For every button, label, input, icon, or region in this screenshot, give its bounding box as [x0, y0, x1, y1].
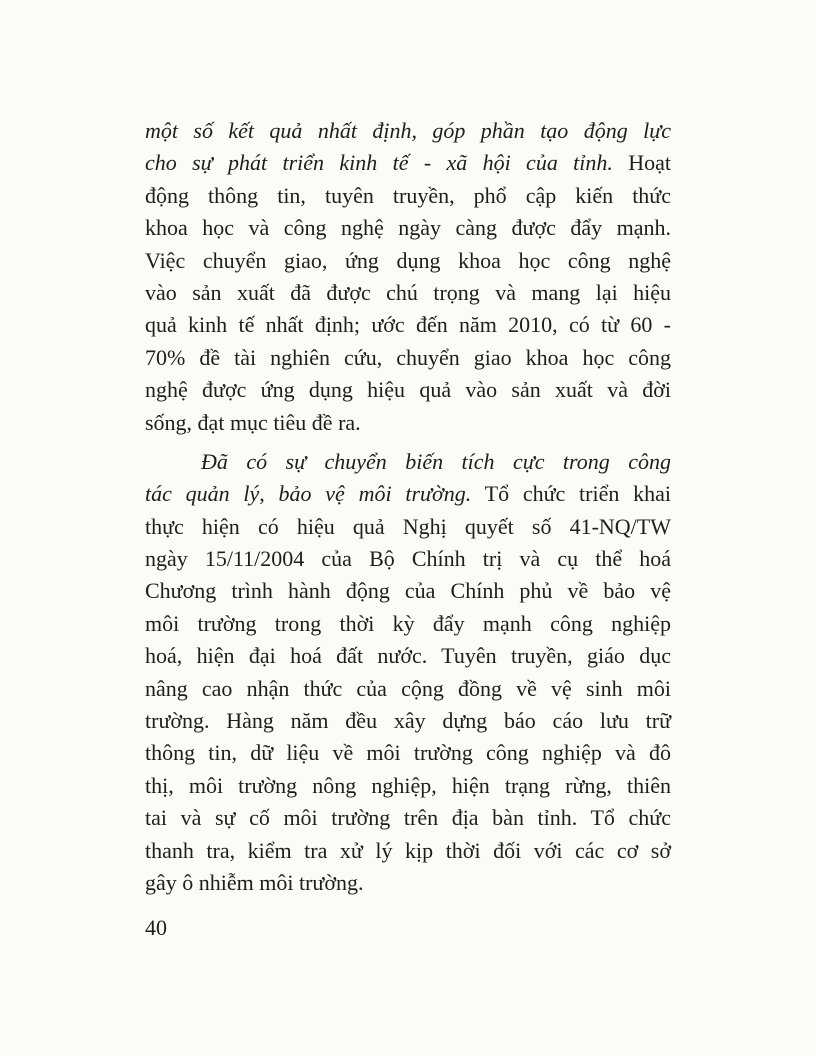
body-text: tai và sự cố môi trường trên địa bàn tỉnh. Tổ chức	[145, 805, 671, 831]
italic-text: Đã có sự chuyển biến tích cực trong công	[201, 448, 671, 474]
text-line	[145, 212, 671, 244]
text-line	[145, 737, 671, 769]
body-text: vào sản xuất đã được chú trọng và mang lại hiệu	[145, 279, 671, 305]
text-line	[145, 608, 671, 640]
text-line	[145, 640, 671, 672]
page-number: 40	[145, 915, 167, 940]
text-line	[145, 245, 671, 277]
text-line	[145, 342, 671, 374]
body-text: Việc chuyển giao, ứng dụng khoa học công nghệ	[145, 247, 671, 273]
text-line	[145, 374, 671, 406]
page-body	[145, 115, 671, 906]
body-text: trường. Hàng năm đều xây dựng báo cáo lưu trữ	[145, 708, 671, 734]
paragraph	[145, 115, 671, 439]
text-line	[145, 835, 671, 867]
body-text: ngày 15/11/2004 của Bộ Chính trị và cụ thể hoá	[145, 546, 671, 572]
italic-text: một số kết quả nhất định, góp phần tạo động lực	[145, 118, 671, 143]
body-text: thực hiện có hiệu quả Nghị quyết số 41-NQ/TW	[145, 513, 671, 539]
body-text: gây ô nhiễm môi trường.	[145, 869, 364, 895]
body-text: hoá, hiện đại hoá đất nước. Tuyên truyền, giáo dục	[145, 643, 671, 669]
body-text: Hoạt	[612, 150, 672, 176]
body-text: thị, môi trường nông nghiệp, hiện trạng rừng, thiên	[145, 772, 671, 798]
body-text: Chương trình hành động của Chính phủ về bảo vệ	[145, 578, 671, 604]
body-text: động thông tin, tuyên truyền, phổ cập kiến thức	[145, 182, 671, 208]
body-text: thông tin, dữ liệu về môi trường công nghiệp và đô	[145, 740, 671, 766]
body-text: nâng cao nhận thức của cộng đồng về vệ sinh môi	[145, 675, 671, 701]
text-line	[145, 446, 671, 478]
text-line	[145, 543, 671, 575]
text-line	[145, 277, 671, 309]
text-line	[145, 180, 671, 212]
text-line	[145, 147, 671, 179]
body-text: thanh tra, kiểm tra xử lý kịp thời đối với các cơ sở	[145, 837, 671, 863]
body-text: khoa học và công nghệ ngày càng được đẩy mạnh.	[145, 215, 671, 241]
italic-text: tác quản lý, bảo vệ môi trường.	[145, 481, 472, 507]
text-line	[145, 478, 671, 510]
body-text: 70% đề tài nghiên cứu, chuyển giao khoa học công	[145, 344, 671, 370]
paragraph	[145, 446, 671, 899]
italic-text: cho sự phát triển kinh tế - xã hội của tỉnh.	[145, 150, 613, 176]
body-text: quả kinh tế nhất định; ước đến năm 2010, có từ 60 -	[145, 312, 671, 338]
text-line	[145, 705, 671, 737]
text-line	[145, 309, 671, 341]
text-line	[145, 802, 671, 834]
text-line	[145, 575, 671, 607]
text-line	[145, 407, 671, 439]
text-line	[145, 511, 671, 543]
text-line	[145, 673, 671, 705]
body-text: nghệ được ứng dụng hiệu quả vào sản xuất và đời	[145, 377, 671, 403]
text-line	[145, 115, 671, 147]
body-text: môi trường trong thời kỳ đẩy mạnh công nghiệp	[145, 610, 671, 636]
body-text: Tổ chức triển khai	[471, 481, 671, 507]
text-line	[145, 770, 671, 802]
text-line	[145, 867, 671, 899]
body-text: sống, đạt mục tiêu đề ra.	[145, 409, 361, 435]
